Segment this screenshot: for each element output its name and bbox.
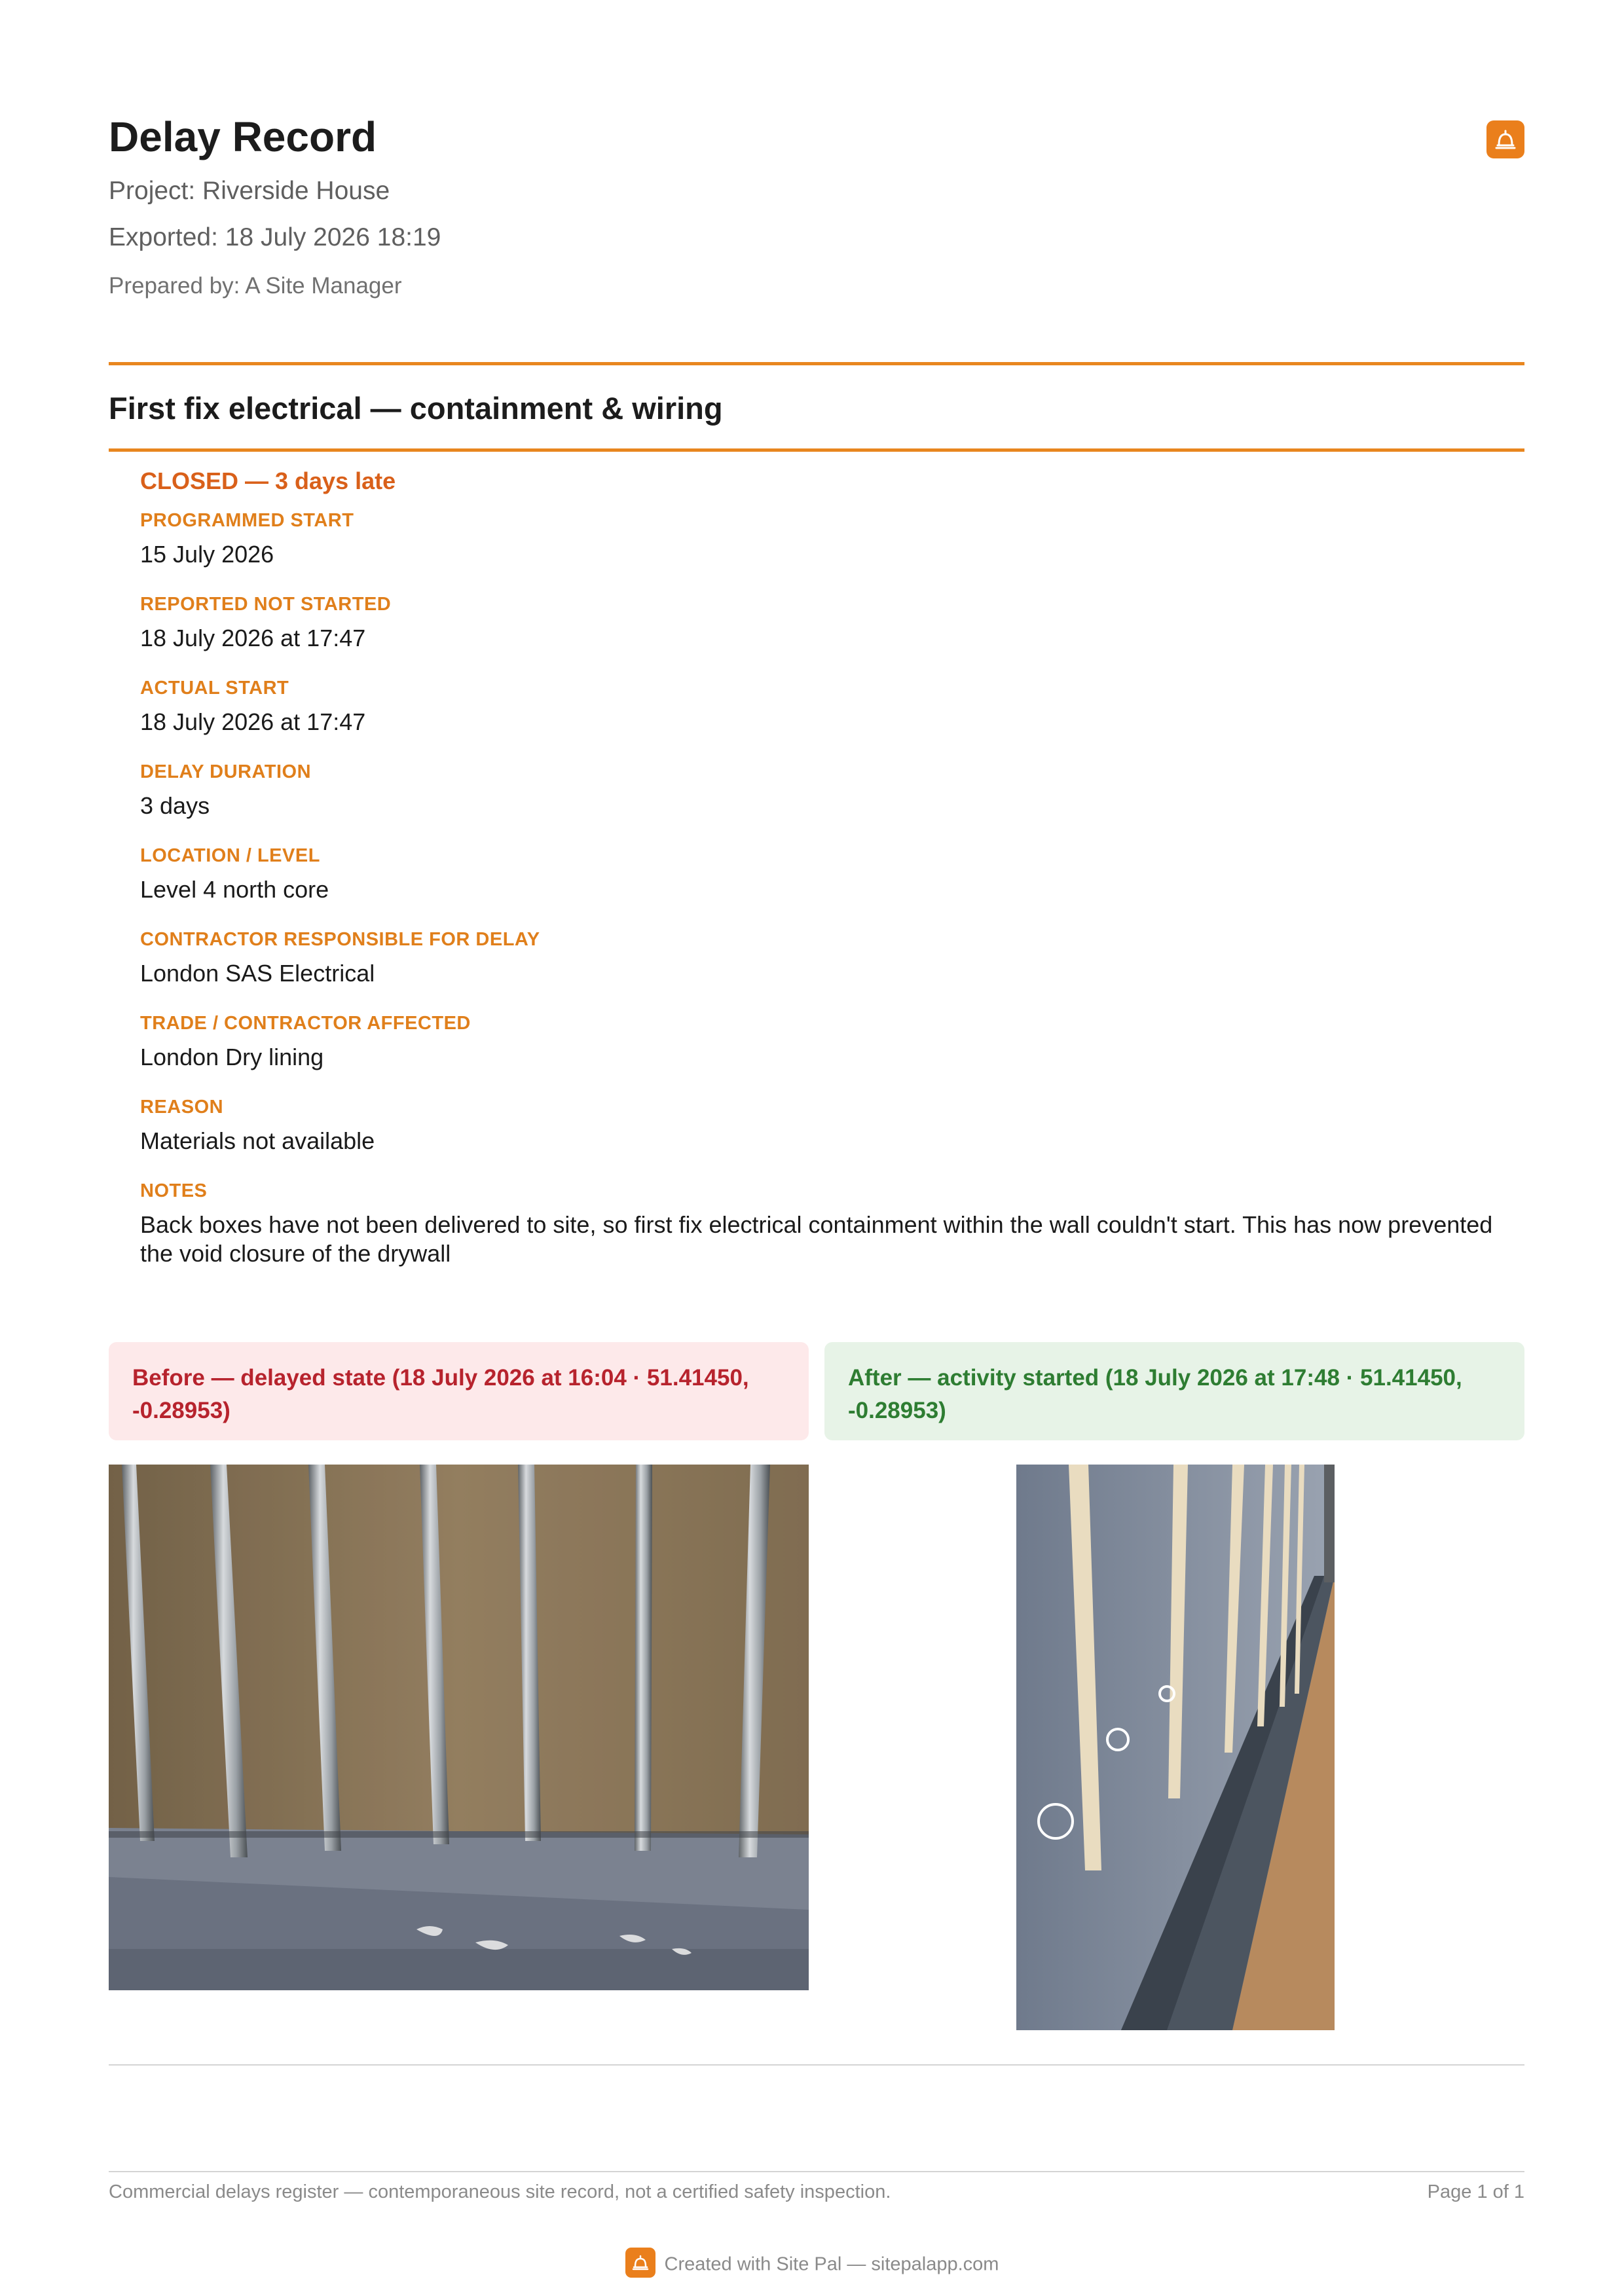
field-reason bbox=[140, 1095, 1502, 1156]
credit-text: Created with Site Pal — sitepalapp.com bbox=[664, 2253, 999, 2275]
field-label: REASON bbox=[140, 1097, 224, 1118]
delay-record-page bbox=[109, 0, 1524, 2296]
section-divider-top bbox=[109, 362, 1524, 365]
field-label: LOCATION / LEVEL bbox=[140, 845, 320, 866]
field-value: 18 July 2026 at 17:47 bbox=[140, 625, 366, 651]
before-photo bbox=[109, 1465, 809, 1990]
field-location-level bbox=[140, 844, 1502, 904]
field-label: PROGRAMMED START bbox=[140, 510, 354, 531]
after-photo-caption: After — activity started (18 July 2026 at 17:48 · 51.41450, -0.28953) bbox=[824, 1342, 1524, 1440]
bell-icon bbox=[1486, 120, 1524, 158]
field-value: London SAS Electrical bbox=[140, 960, 375, 987]
footer-credit bbox=[0, 2250, 1624, 2280]
project-name: Project: Riverside House bbox=[109, 177, 390, 205]
field-actual-start bbox=[140, 676, 1502, 737]
field-trade-affected bbox=[140, 1011, 1502, 1072]
content-divider bbox=[109, 2064, 1524, 2066]
field-label: DELAY DURATION bbox=[140, 761, 312, 782]
field-label: NOTES bbox=[140, 1180, 208, 1201]
field-notes bbox=[140, 1179, 1502, 1268]
before-photo-caption: Before — delayed state (18 July 2026 at 16:04 · 51.41450, -0.28953) bbox=[109, 1342, 809, 1440]
after-photo bbox=[1016, 1465, 1335, 2030]
page-number: Page 1 of 1 bbox=[1427, 2181, 1524, 2202]
field-label: REPORTED NOT STARTED bbox=[140, 594, 392, 615]
field-label: ACTUAL START bbox=[140, 678, 289, 699]
field-value: Level 4 north core bbox=[140, 876, 329, 903]
field-label: TRADE / CONTRACTOR AFFECTED bbox=[140, 1013, 471, 1034]
activity-title: First fix electrical — containment & wiring bbox=[109, 391, 723, 426]
field-value: 18 July 2026 at 17:47 bbox=[140, 708, 366, 735]
field-value: London Dry lining bbox=[140, 1044, 324, 1070]
bell-icon bbox=[625, 2248, 655, 2278]
footer-disclaimer: Commercial delays register — contemporaneous site record, not a certified safety inspection. bbox=[109, 2181, 891, 2202]
field-value: Back boxes have not been delivered to site, so first fix electrical containment within the wall couldn't start. This has now prevented the void closure of the drywall bbox=[140, 1211, 1493, 1267]
footer-divider bbox=[109, 2171, 1524, 2172]
field-value: 3 days bbox=[140, 792, 210, 819]
field-programmed-start bbox=[140, 509, 1502, 569]
field-label: CONTRACTOR RESPONSIBLE FOR DELAY bbox=[140, 929, 540, 950]
field-value: Materials not available bbox=[140, 1127, 375, 1154]
field-value: 15 July 2026 bbox=[140, 541, 274, 568]
field-contractor-responsible bbox=[140, 928, 1502, 988]
prepared-by: Prepared by: A Site Manager bbox=[109, 273, 402, 299]
document-title: Delay Record bbox=[109, 113, 377, 160]
export-timestamp: Exported: 18 July 2026 18:19 bbox=[109, 223, 441, 251]
status-badge: CLOSED — 3 days late bbox=[140, 467, 396, 494]
section-divider-bottom bbox=[109, 448, 1524, 452]
field-delay-duration bbox=[140, 760, 1502, 820]
field-reported-not-started bbox=[140, 592, 1502, 653]
